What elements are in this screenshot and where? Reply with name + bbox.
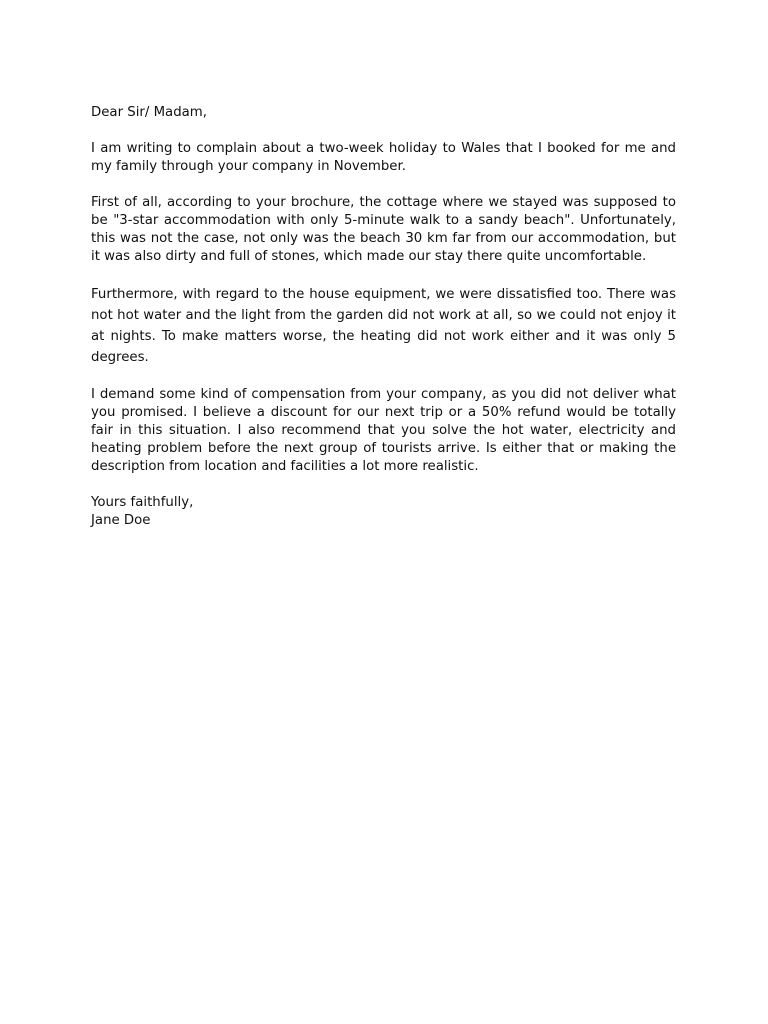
letter-body [91,104,676,530]
signature: Jane Doe [91,513,151,528]
salutation: Dear Sir/ Madam, [91,105,207,120]
paragraph-intro: I am writing to complain about a two-week holiday to Wales that I booked for me and my family through your company in November. [91,141,676,174]
paragraph-compensation: I demand some kind of compensation from your company, as you did not deliver what you promised. I believe a discount for our next trip or a 50% refund would be totally fair in this situation. I also recommend that you solve the hot water, electricity and heating problem before the next group of tourists arrive. Is either that or making the description from location and facilities a lot more realistic. [91,387,676,474]
closing: Yours faithfully, [91,495,194,510]
paragraph-equipment: Furthermore, with regard to the house equipment, we were dissatisfied too. There was not hot water and the light from the garden did not work at all, so we could not enjoy it at nights. To make matters worse, the heating did not work either and it was only 5 degrees. [91,287,676,365]
paragraph-accommodation: First of all, according to your brochure, the cottage where we stayed was supposed to be "3-star accommodation with only 5-minute walk to a sandy beach". Unfortunately, this was not the case, not only was the beach 30 km far from our accommodation, but it was also dirty and full of stones, which made our stay there quite uncomfortable. [91,195,676,264]
